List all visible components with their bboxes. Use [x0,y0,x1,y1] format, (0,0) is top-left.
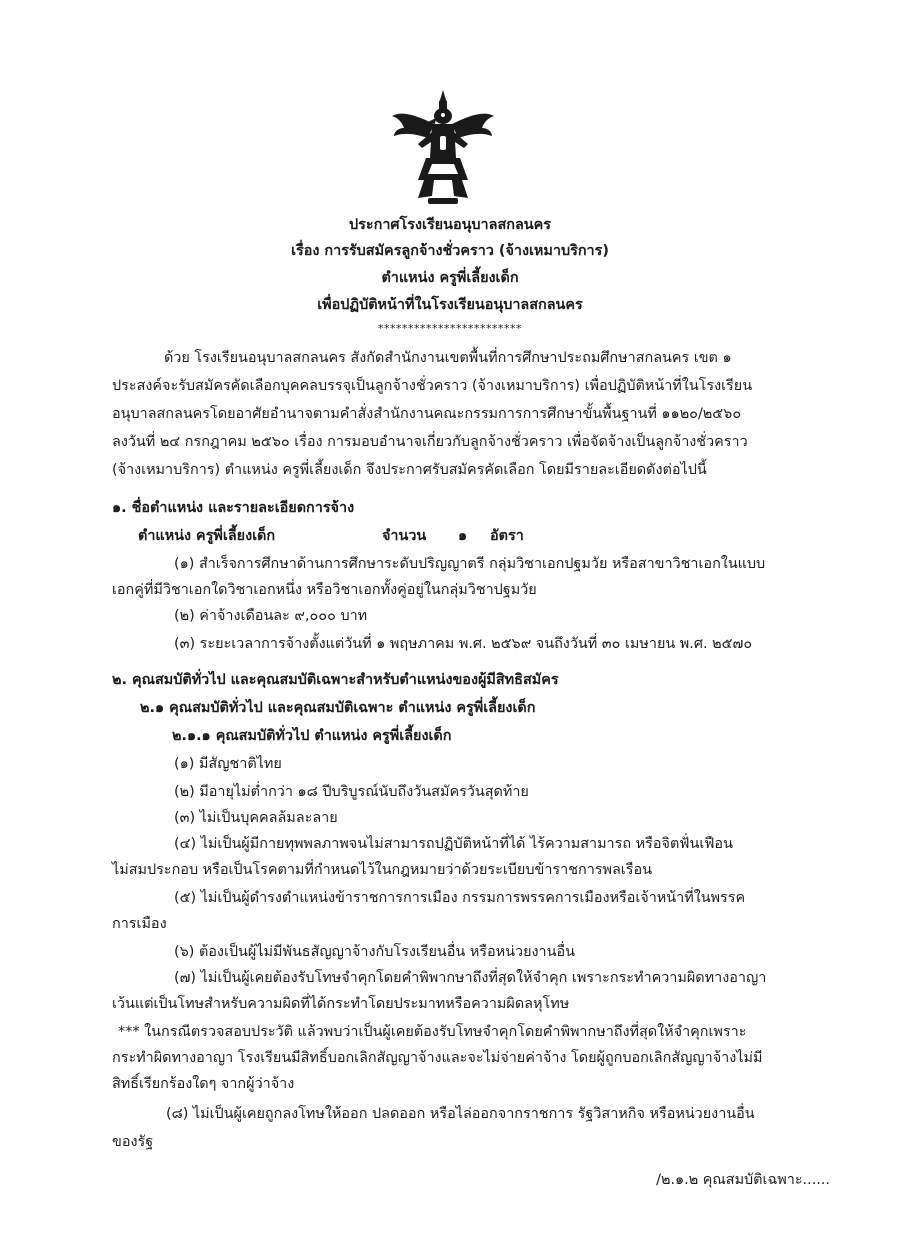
qualification-item: (๒) มีอายุไม่ต่ำกว่า ๑๘ ปีบริบูรณ์นับถึงวันสมัครวันสุดท้าย [174,784,529,800]
announcement-position: ตำแหน่ง ครูพี่เลี้ยงเด็ก [381,270,519,286]
qualification-item: (๓) ไม่เป็นบุคคลล้มละลาย [174,810,338,826]
qualification-item-cont: ของรัฐ [112,1134,154,1150]
header-separator: ************************ [378,322,522,335]
announcement-purpose: เพื่อปฏิบัติหน้าที่ในโรงเรียนอนุบาลสกลนคร [317,297,583,313]
qualification-item: (๑) มีสัญชาติไทย [174,756,282,772]
qualification-item: (๖) ต้องเป็นผู้ไม่มีพันธสัญญาจ้างกับโรงเรียนอื่น หรือหน่วยงานอื่น [174,944,575,960]
garuda-emblem-icon [388,88,498,208]
intro-line: ลงวันที่ ๒๔ กรกฎาคม ๒๕๖๐ เรื่อง การมอบอำนาจเกี่ยวกับลูกจ้างชั่วคราว เพื่อจัดจ้างเป็นลูกจ้างชั่วคราว [112,434,748,450]
qualification-item: (๔) ไม่เป็นผู้มีกายทุพพลภาพจนไม่สามารถปฏิบัติหน้าที่ได้ ไร้ความสามารถ หรือจิตฟั่นเฟือน [174,836,733,852]
qualification-item-cont: เว้นแต่เป็นโทษสำหรับความผิดที่ได้กระทำโดยประมาทหรือความผิดลหุโทษ [112,996,570,1012]
section1-amount-label: จำนวน [382,528,427,544]
note-line: *** ในกรณีตรวจสอบประวัติ แล้วพบว่าเป็นผู้เคยต้องรับโทษจำคุกโดยคำพิพากษาถึงที่สุดให้จำคุกเพราะ [118,1024,747,1040]
announcement-title: ประกาศโรงเรียนอนุบาลสกลนคร [349,217,551,233]
section2-heading: ๒. คุณสมบัติทั่วไป และคุณสมบัติเฉพาะสำหรับตำแหน่งของผู้มีสิทธิสมัคร [112,672,559,688]
continuation-note: /๒.๑.๒ คุณสมบัติเฉพาะ...... [656,1172,830,1188]
intro-line: ด้วย โรงเรียนอนุบาลสกลนคร สังกัดสำนักงานเขตพื้นที่การศึกษาประถมศึกษาสกลนคร เขต ๑ [164,350,732,366]
section1-item1-cont: เอกคู่ที่มีวิชาเอกใดวิชาเอกหนึ่ง หรือวิชาเอกทั้งคู่อยู่ในกลุ่มวิชาปฐมวัย [112,582,537,598]
section1-item2: (๒) ค่าจ้างเดือนละ ๙,๐๐๐ บาท [174,608,368,624]
section1-item1: (๑) สำเร็จการศึกษาด้านการศึกษาระดับปริญญาตรี กลุ่มวิชาเอกปฐมวัย หรือสาขาวิชาเอกในแบบ [174,556,766,572]
section2-sub1: ๒.๑ คุณสมบัติทั่วไป และคุณสมบัติเฉพาะ ตำแหน่ง ครูพี่เลี้ยงเด็ก [140,700,536,716]
note-line: สิทธิ์เรียกร้องใดๆ จากผู้ว่าจ้าง [112,1076,295,1092]
intro-line: อนุบาลสกลนครโดยอาศัยอำนาจตามคำสั่งสำนักงานคณะกรรมการการศึกษาขั้นพื้นฐานที่ ๑๑๒๐/๒๕๖๐ [112,406,742,422]
section1-amount-value: ๑ [458,528,468,544]
intro-line: ประสงค์จะรับสมัครคัดเลือกบุคคลบรรจุเป็นลูกจ้างชั่วคราว (จ้างเหมาบริการ) เพื่อปฏิบัติหน้าที่ในโรงเรียน [112,378,753,394]
section1-amount-unit: อัตรา [490,528,524,544]
announcement-subject: เรื่อง การรับสมัครลูกจ้างชั่วคราว (จ้างเหมาบริการ) [291,243,609,259]
section1-item3: (๓) ระยะเวลาการจ้างตั้งแต่วันที่ ๑ พฤษภาคม พ.ศ. ๒๕๖๙ จนถึงวันที่ ๓๐ เมษายน พ.ศ. ๒๕๗๐ [174,636,753,652]
note-line: กระทำผิดทางอาญา โรงเรียนมีสิทธิ์บอกเลิกสัญญาจ้างและจะไม่จ่ายค่าจ้าง โดยผู้ถูกบอกเลิกสัญญาจ้างไม่มี [112,1050,763,1066]
qualification-item-cont: ไม่สมประกอบ หรือเป็นโรคตามที่กำหนดไว้ในกฎหมายว่าด้วยระเบียบข้าราชการพลเรือน [112,862,652,878]
qualification-item: (๘) ไม่เป็นผู้เคยถูกลงโทษให้ออก ปลดออก หรือไล่ออกจากราชการ รัฐวิสาหกิจ หรือหน่วยงานอื่น [166,1106,755,1122]
qualification-item: (๕) ไม่เป็นผู้ดำรงตำแหน่งข้าราชการการเมือง กรรมการพรรคการเมืองหรือเจ้าหน้าที่ในพรรค [174,890,746,906]
intro-line: (จ้างเหมาบริการ) ตำแหน่ง ครูพี่เลี้ยงเด็ก จึงประกาศรับสมัครคัดเลือก โดยมีรายละเอียดดังต่อไปนี้ [112,462,707,478]
qualification-item-cont: การเมือง [112,916,167,932]
section1-position-label: ตำแหน่ง ครูพี่เลี้ยงเด็ก [138,528,276,544]
section1-heading: ๑. ชื่อตำแหน่ง และรายละเอียดการจ้าง [112,500,355,516]
section2-sub11: ๒.๑.๑ คุณสมบัติทั่วไป ตำแหน่ง ครูพี่เลี้ยงเด็ก [172,728,452,744]
qualification-item: (๗) ไม่เป็นผู้เคยต้องรับโทษจำคุกโดยคำพิพากษาถึงที่สุดให้จำคุก เพราะกระทำความผิดทางอาญา [174,970,767,986]
